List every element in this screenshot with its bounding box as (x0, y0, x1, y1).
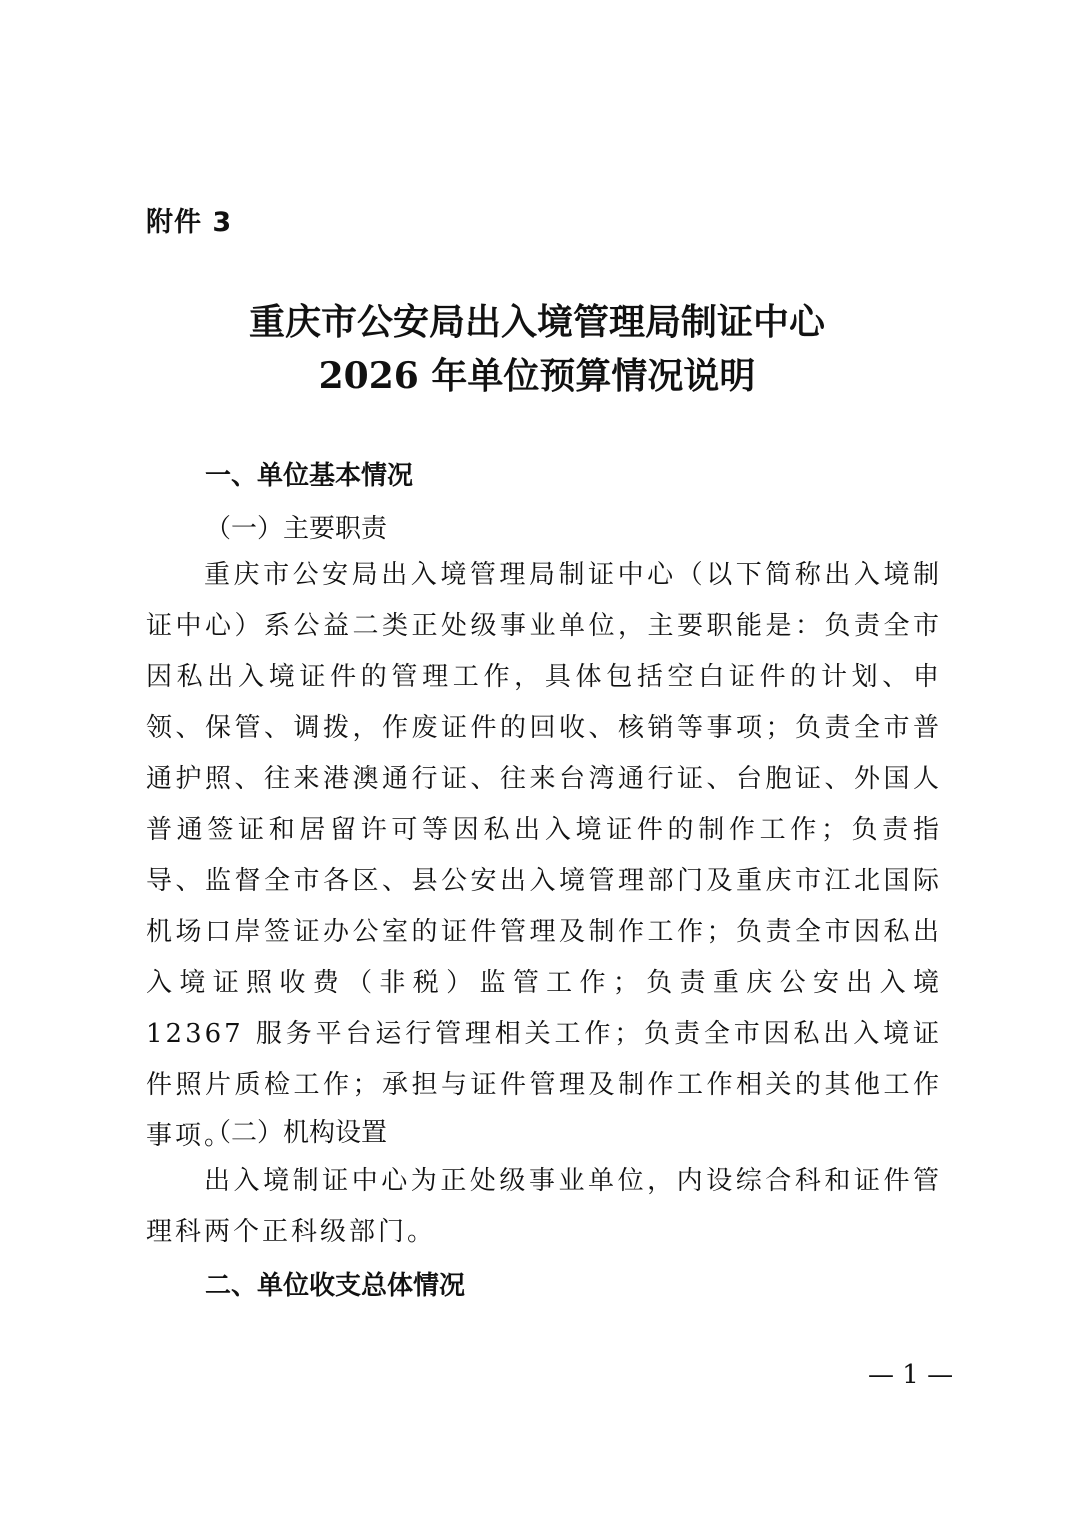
page-number: — 1 — (868, 1360, 954, 1390)
subsection-2-heading: （二）机构设置 (205, 1118, 388, 1148)
title-line-2: 2026 年单位预算情况说明 (318, 355, 756, 397)
title-line-1: 重庆市公安局出入境管理局制证中心 (248, 301, 825, 343)
responsibilities-paragraph: 重庆市公安局出入境管理局制证中心（以下简称出入境制证中心）系公益二类正处级事业单位，主要职能是：负责全市因私出入境证件的管理工作，具体包括空白证件的计划、申领、保管、调拨，作废证件的回收、核销等事项；负责全市普通护照、往来港澳通行证、往来台湾通行证、台胞证、外国人普通签证和居留许可等因私出入境证件的制作工作；负责指导、监督全市各区、县公安出入境管理部门及重庆市江北国际机场口岸签证办公室的证件管理及制作工作；负责全市因私出入境证照收费（非税）监管工作；负责重庆公安出入境 12367 服务平台运行管理相关工作；负责全市因私出入境证件照片质检工作；承担与证件管理及制作工作相关的其他工作事项。 (146, 560, 942, 1151)
attachment-label: 附件 3 (146, 207, 233, 238)
subsection-1-heading: （一）主要职责 (205, 514, 388, 544)
section-1-heading: 一、单位基本情况 (205, 461, 414, 491)
section-2-heading: 二、单位收支总体情况 (205, 1271, 466, 1301)
organization-paragraph: 出入境制证中心为正处级事业单位，内设综合科和证件管理科两个正科级部门。 (146, 1166, 942, 1247)
document-title (0, 295, 1074, 403)
